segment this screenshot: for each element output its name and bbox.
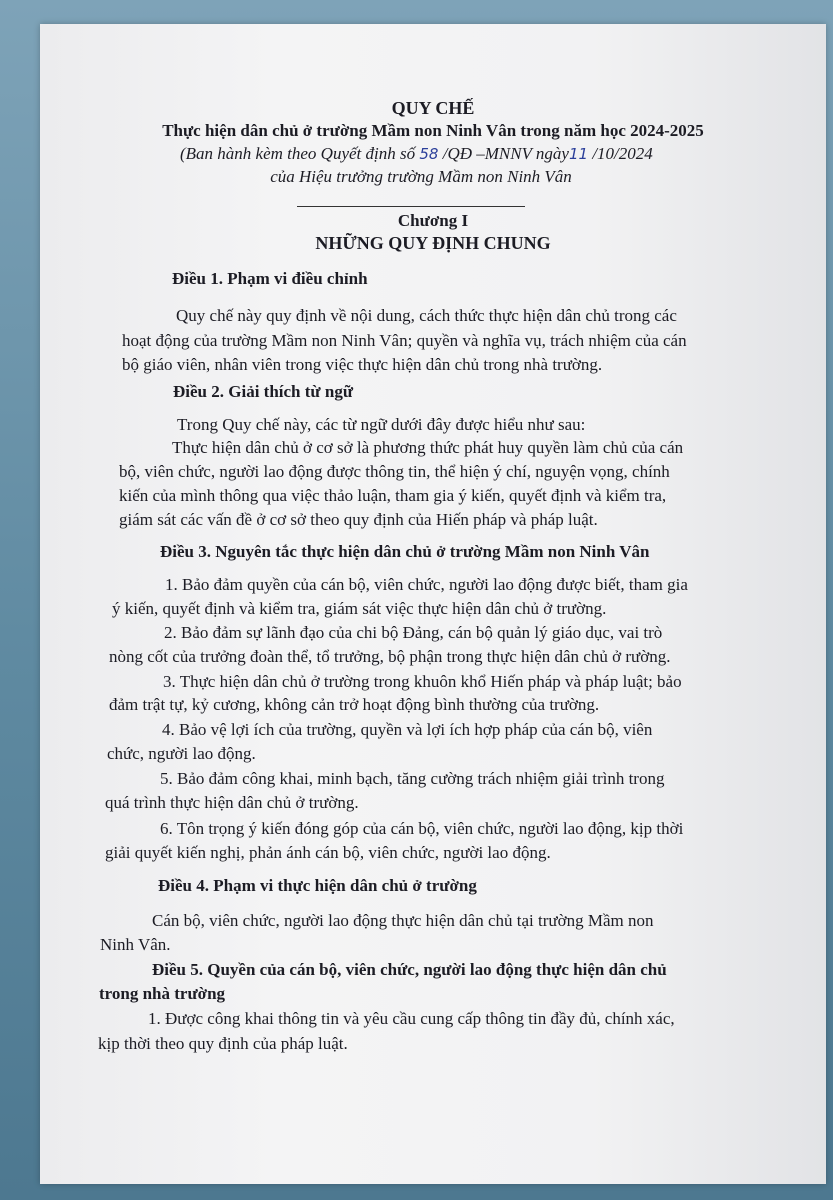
list-item-line: 1. Được công khai thông tin và yêu cầu cung cấp thông tin đầy đủ, chính xác, <box>148 1009 675 1028</box>
article-1-heading: Điều 1. Phạm vi điều chỉnh <box>172 269 368 288</box>
chapter-label: Chương I <box>397 211 469 230</box>
handwritten-decision-day: 11 <box>568 145 589 163</box>
paragraph-line: Quy chế này quy định về nội dung, cách thức thực hiện dân chủ trong các <box>176 306 677 325</box>
issued-suffix: /10/2024 <box>588 144 653 163</box>
document-page <box>40 24 826 1184</box>
paragraph-line: Thực hiện dân chủ ở cơ sở là phương thức phát huy quyền làm chủ của cán <box>172 438 684 457</box>
paragraph-line: giám sát các vấn đề ở cơ sở theo quy định của Hiến pháp và pháp luật. <box>119 510 598 529</box>
document-subtitle: Thực hiện dân chủ ở trường Mầm non Ninh Vân trong năm học 2024-2025 <box>162 121 704 140</box>
article-5-heading: Điều 5. Quyền của cán bộ, viên chức, người lao động thực hiện dân chủ <box>152 960 667 979</box>
paragraph-line: Cán bộ, viên chức, người lao động thực hiện dân chủ tại trường Mầm non <box>152 911 654 930</box>
paragraph-line: kiến của mình thông qua việc thảo luận, tham gia ý kiến, quyết định và kiểm tra, <box>119 486 667 505</box>
title-divider <box>297 206 525 207</box>
paragraph-line: hoạt động của trường Mầm non Ninh Vân; quyền và nghĩa vụ, trách nhiệm của cán <box>122 331 687 350</box>
chapter-title: NHỮNG QUY ĐỊNH CHUNG <box>315 233 551 253</box>
paragraph-line: Ninh Vân. <box>100 935 171 954</box>
list-item-line: ý kiến, quyết định và kiểm tra, giám sát việc thực hiện dân chủ ở trường. <box>112 599 607 618</box>
paragraph-line: Trong Quy chế này, các từ ngữ dưới đây được hiểu như sau: <box>177 415 586 434</box>
list-item-line: 3. Thực hiện dân chủ ở trường trong khuôn khổ Hiến pháp và pháp luật; bảo <box>163 672 682 691</box>
document-title: QUY CHẾ <box>391 98 475 118</box>
list-item-line: đảm trật tự, kỷ cương, không cản trở hoạt động bình thường của trường. <box>109 695 600 714</box>
issued-prefix: (Ban hành kèm theo Quyết định số <box>180 144 420 163</box>
issued-line-1 <box>180 143 653 165</box>
list-item-line: 5. Bảo đảm công khai, minh bạch, tăng cường trách nhiệm giải trình trong <box>160 769 665 788</box>
paragraph-line: bộ, viên chức, người lao động được thông tin, thể hiện ý chí, nguyện vọng, chính <box>119 462 670 481</box>
list-item-line: 6. Tôn trọng ý kiến đóng góp của cán bộ, viên chức, người lao động, kịp thời <box>160 819 684 838</box>
article-5-heading-cont: trong nhà trường <box>99 984 226 1003</box>
list-item-line: 2. Bảo đảm sự lãnh đạo của chi bộ Đảng, cán bộ quản lý giáo dục, vai trò <box>164 623 663 642</box>
list-item-line: chức, người lao động. <box>107 744 256 763</box>
article-2-heading: Điều 2. Giải thích từ ngữ <box>173 382 354 401</box>
paragraph-line: bộ giáo viên, nhân viên trong việc thực hiện dân chủ trong nhà trường. <box>122 355 603 374</box>
list-item-line: nòng cốt của trưởng đoàn thể, tổ trưởng, bộ phận trong thực hiện dân chủ ở rường. <box>109 647 671 666</box>
article-3-heading: Điều 3. Nguyên tắc thực hiện dân chủ ở trường Mầm non Ninh Vân <box>160 542 650 561</box>
article-4-heading: Điều 4. Phạm vi thực hiện dân chủ ở trường <box>158 876 477 895</box>
issued-line-2: của Hiệu trưởng trường Mầm non Ninh Vân <box>270 167 572 186</box>
list-item-line: kịp thời theo quy định của pháp luật. <box>98 1034 348 1053</box>
issued-mid: /QĐ –MNNV ngày <box>438 144 569 163</box>
list-item-line: quá trình thực hiện dân chủ ở trường. <box>105 793 359 812</box>
list-item-line: 1. Bảo đảm quyền của cán bộ, viên chức, người lao động được biết, tham gia <box>165 575 688 594</box>
handwritten-decision-number: 58 <box>419 145 439 163</box>
list-item-line: giải quyết kiến nghị, phản ánh cán bộ, viên chức, người lao động. <box>105 843 551 862</box>
list-item-line: 4. Bảo vệ lợi ích của trường, quyền và lợi ích hợp pháp của cán bộ, viên <box>162 720 653 739</box>
